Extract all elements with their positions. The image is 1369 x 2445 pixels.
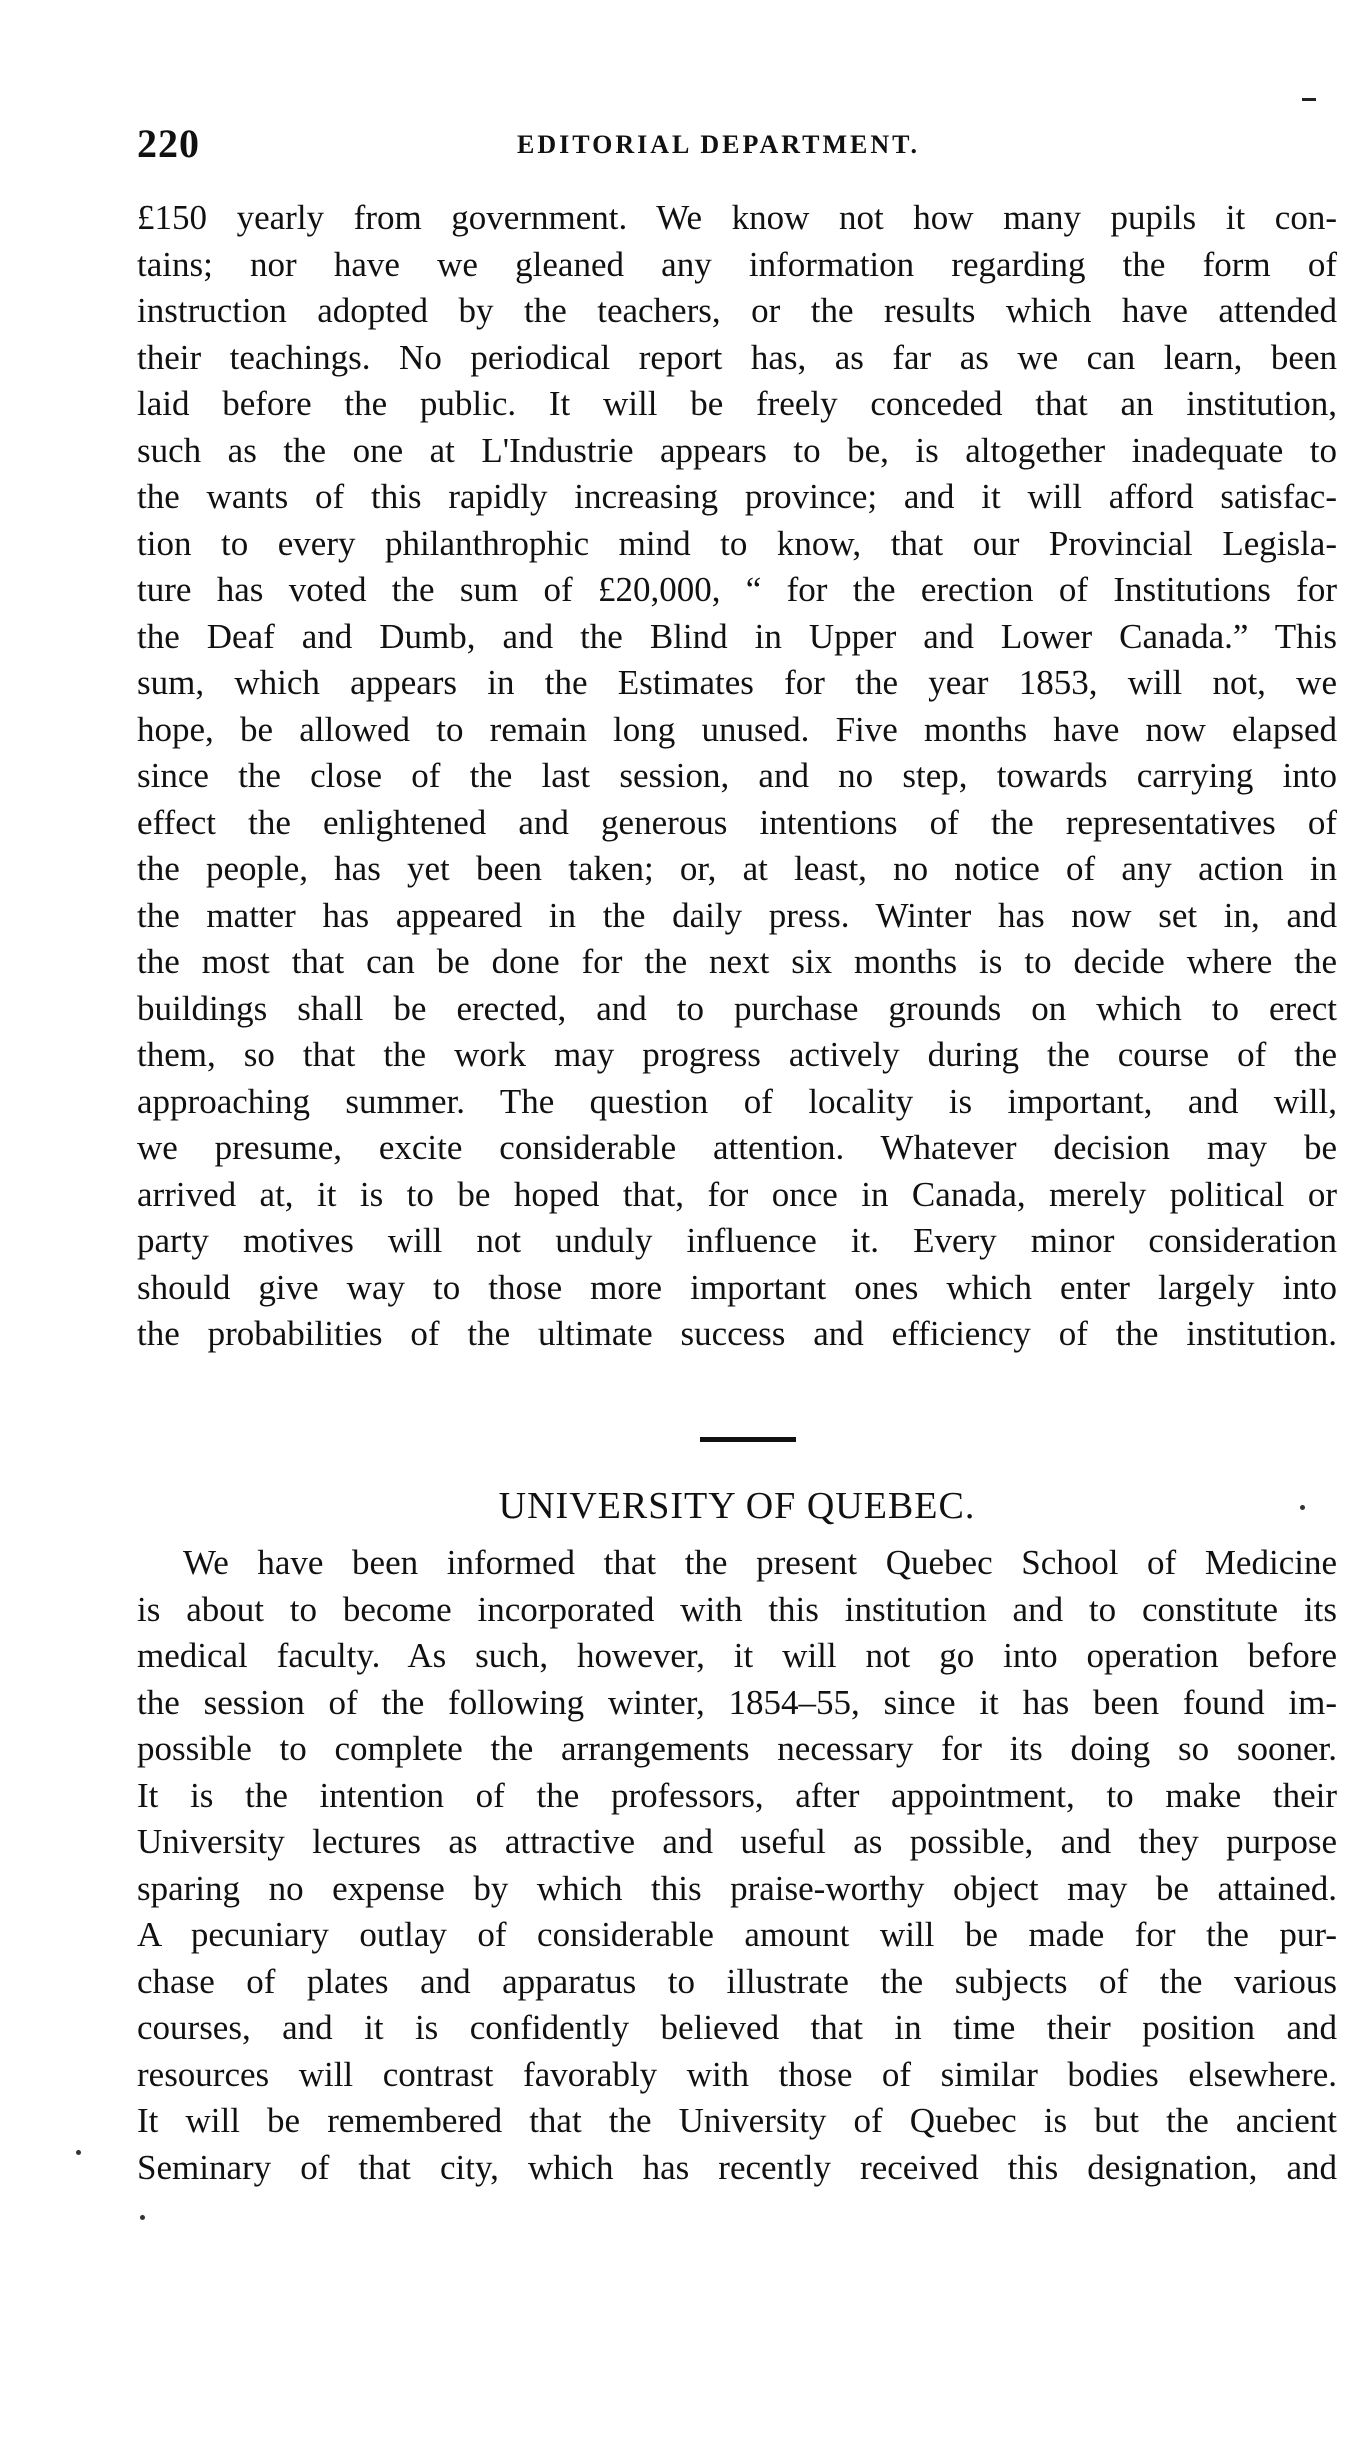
paragraph-university-of-quebec [137, 1540, 1337, 2191]
text-line: we presume, excite considerable attention. Whatever decision may be [137, 1128, 1337, 1167]
text-line: the Deaf and Dumb, and the Blind in Upper and Lower Canada.” This [137, 616, 1337, 656]
text-line: since the close of the last session, and no step, towards carrying into [137, 756, 1337, 795]
text-line: the probabilities of the ultimate success and efficiency of the institution. [137, 1314, 1337, 1353]
text-line: medical faculty. As such, however, it will not go into operation before [137, 1636, 1337, 1675]
text-line: We have been informed that the present Quebec School of Medicine [183, 1543, 1337, 1582]
text-line: arrived at, it is to be hoped that, for once in Canada, merely political or [137, 1174, 1337, 1214]
text-line: It is the intention of the professors, after appointment, to make their [137, 1775, 1337, 1815]
paragraph-deaf-and-dumb-institution [137, 195, 1337, 1358]
text-line: £150 yearly from government. We know not how many pupils it con- [137, 198, 1337, 237]
text-line: A pecuniary outlay of considerable amount will be made for the pur- [137, 1915, 1337, 1954]
text-line: the people, has yet been taken; or, at least, no notice of any action in [137, 849, 1337, 888]
print-speck [76, 2150, 81, 2155]
text-line: them, so that the work may progress actively during the course of the [137, 1035, 1337, 1074]
running-head-title: EDITORIAL DEPARTMENT. [517, 130, 921, 159]
running-head [137, 120, 1337, 180]
text-line: the wants of this rapidly increasing province; and it will afford satisfac- [137, 477, 1337, 516]
section-divider [700, 1437, 796, 1442]
text-line: sparing no expense by which this praise-worthy object may be attained. [137, 1868, 1337, 1908]
text-line: hope, be allowed to remain long unused. Five months have now elapsed [137, 709, 1337, 749]
page-number: 220 [137, 121, 200, 166]
text-line: chase of plates and apparatus to illustrate the subjects of the various [137, 1961, 1337, 2001]
section-heading: UNIVERSITY OF QUEBEC. [498, 1485, 976, 1527]
margin-mark [1302, 98, 1316, 101]
print-speck [140, 2215, 145, 2220]
text-line: resources will contrast favorably with those of similar bodies elsewhere. [137, 2054, 1337, 2094]
text-line: possible to complete the arrangements necessary for its doing so sooner. [137, 1729, 1337, 1768]
text-line: approaching summer. The question of locality is important, and will, [137, 1081, 1337, 1121]
text-line: their teachings. No periodical report has, as far as we can learn, been [137, 337, 1337, 377]
text-line: University lectures as attractive and useful as possible, and they purpose [137, 1822, 1337, 1861]
text-line: sum, which appears in the Estimates for the year 1853, will not, we [137, 663, 1337, 702]
text-line: the session of the following winter, 1854–55, since it has been found im- [137, 1682, 1337, 1722]
text-line: effect the enlightened and generous intentions of the representatives of [137, 802, 1337, 842]
text-line: the matter has appeared in the daily press. Winter has now set in, and [137, 895, 1337, 935]
text-line: party motives will not unduly influence it. Every minor consideration [137, 1221, 1337, 1260]
text-line: Seminary of that city, which has recently received this designation, and [137, 2147, 1337, 2187]
text-line: tion to every philanthrophic mind to know, that our Provincial Legisla- [137, 523, 1337, 563]
text-line: such as the one at L'Industrie appears to be, is altogether inadequate to [137, 430, 1337, 470]
text-line: courses, and it is confidently believed that in time their position and [137, 2008, 1337, 2047]
text-line: instruction adopted by the teachers, or the results which have attended [137, 291, 1337, 330]
text-line: should give way to those more important ones which enter largely into [137, 1267, 1337, 1307]
text-line: It will be remembered that the University of Quebec is but the ancient [137, 2101, 1337, 2140]
print-speck [1300, 1505, 1305, 1510]
text-line: laid before the public. It will be freely conceded that an institution, [137, 384, 1337, 423]
text-line: is about to become incorporated with this institution and to constitute its [137, 1589, 1337, 1629]
text-line: the most that can be done for the next six months is to decide where the [137, 942, 1337, 981]
text-line: ture has voted the sum of £20,000, “ for the erection of Institutions for [137, 570, 1337, 609]
text-line: tains; nor have we gleaned any information regarding the form of [137, 244, 1337, 284]
text-line: buildings shall be erected, and to purchase grounds on which to erect [137, 988, 1337, 1028]
